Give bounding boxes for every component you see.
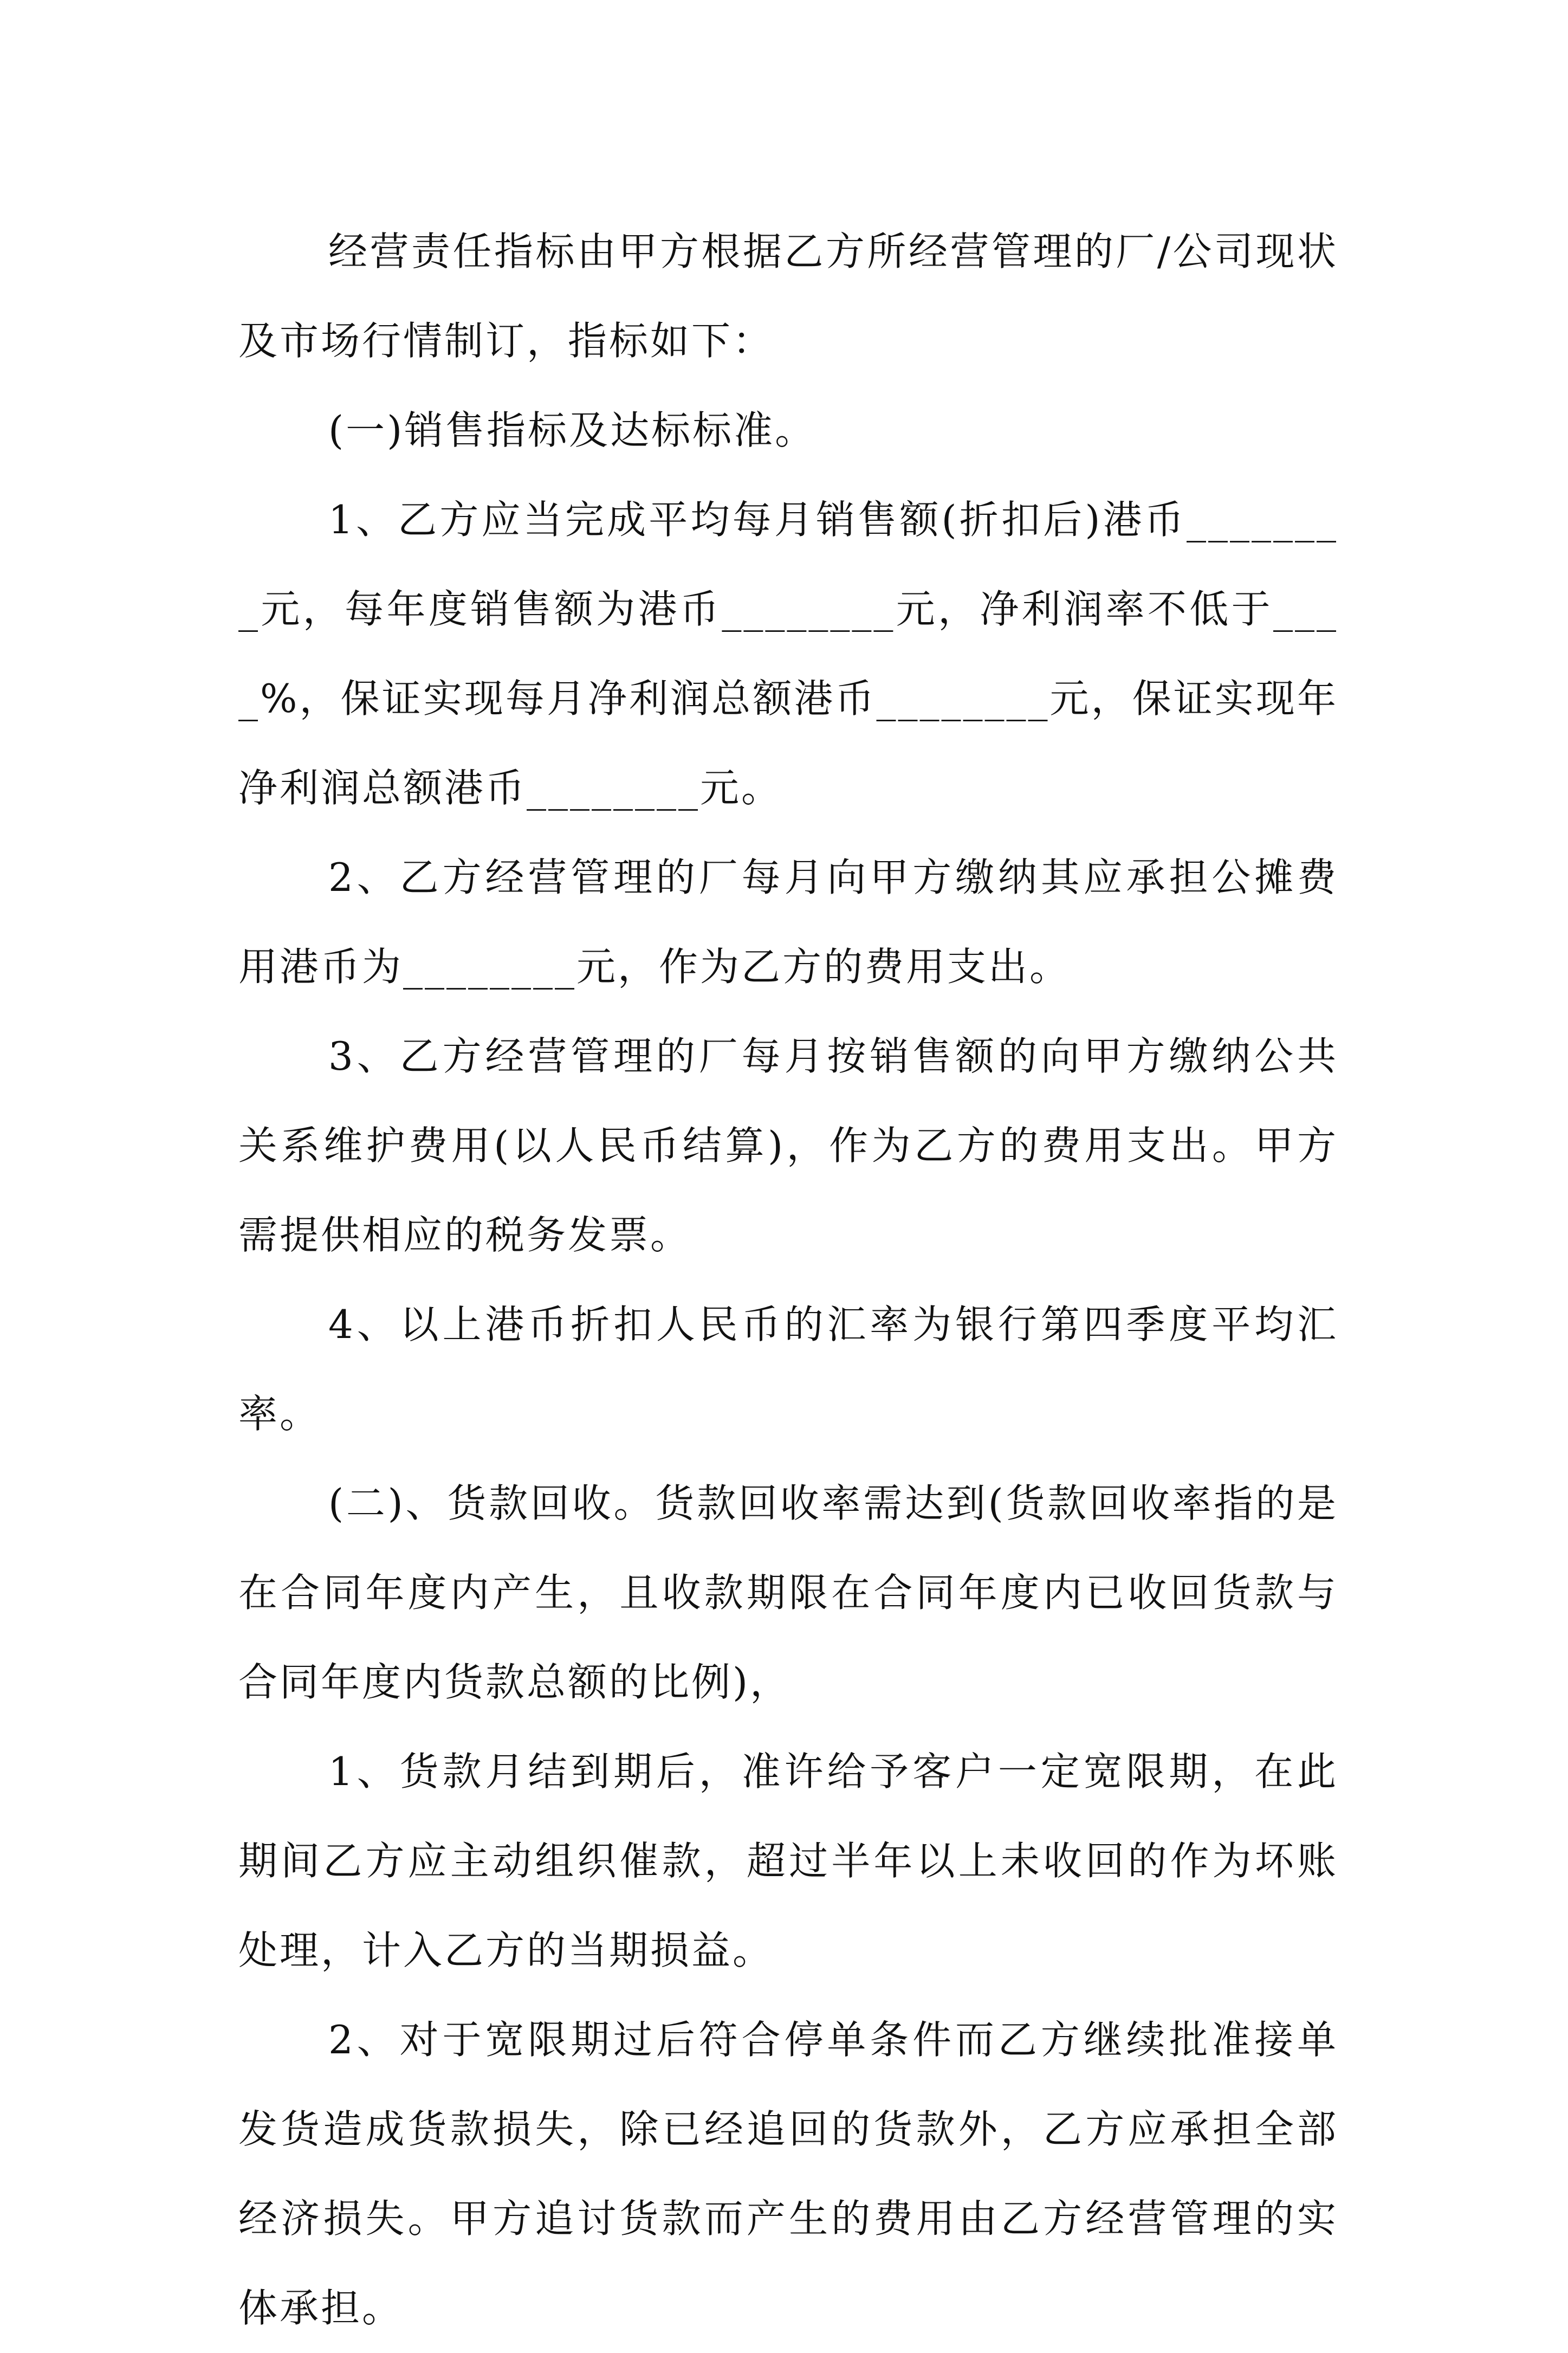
paragraph-collection-section-heading: (二)、货款回收。货款回收率需达到(货款回收率指的是在合同年度内产生，且收款期限在合同年度内已收回货款与合同年度内货款总额的比例)，: [238, 1481, 1338, 1705]
paragraph-sales-item-2: 2、乙方经营管理的厂每月向甲方缴纳其应承担公摊费用港币为________元，作为乙方的费用支出。: [238, 855, 1338, 990]
paragraph-sales-item-1: 1、乙方应当完成平均每月销售额(折扣后)港币________元，每年度销售额为港币________元，净利润率不低于____%，保证实现每月净利润总额港币________元，保证实现年净利润总额港币________元。: [238, 497, 1338, 811]
document-body: [238, 207, 1338, 2353]
paragraph-sales-section-heading: (一)销售指标及达标标准。: [328, 408, 817, 453]
paragraph-sales-item-4: 4、以上港币折扣人民币的汇率为银行第四季度平均汇率。: [238, 1302, 1338, 1437]
paragraph-collection-item-1: 1、货款月结到期后，准许给予客户一定宽限期，在此期间乙方应主动组织催款，超过半年以上未收回的作为坏账处理，计入乙方的当期损益。: [238, 1749, 1338, 1973]
paragraph-collection-item-2: 2、对于宽限期过后符合停单条件而乙方继续批准接单发货造成货款损失，除已经追回的货款外，乙方应承担全部经济损失。甲方追讨货款而产生的费用由乙方经营管理的实体承担。: [238, 2017, 1338, 2331]
paragraph-sales-item-3: 3、乙方经营管理的厂每月按销售额的向甲方缴纳公共关系维护费用(以人民币结算)，作为乙方的费用支出。甲方需提供相应的税务发票。: [238, 1033, 1338, 1258]
paragraph-indicators-intro: 经营责任指标由甲方根据乙方所经营管理的厂/公司现状及市场行情制订，指标如下：: [238, 229, 1338, 364]
